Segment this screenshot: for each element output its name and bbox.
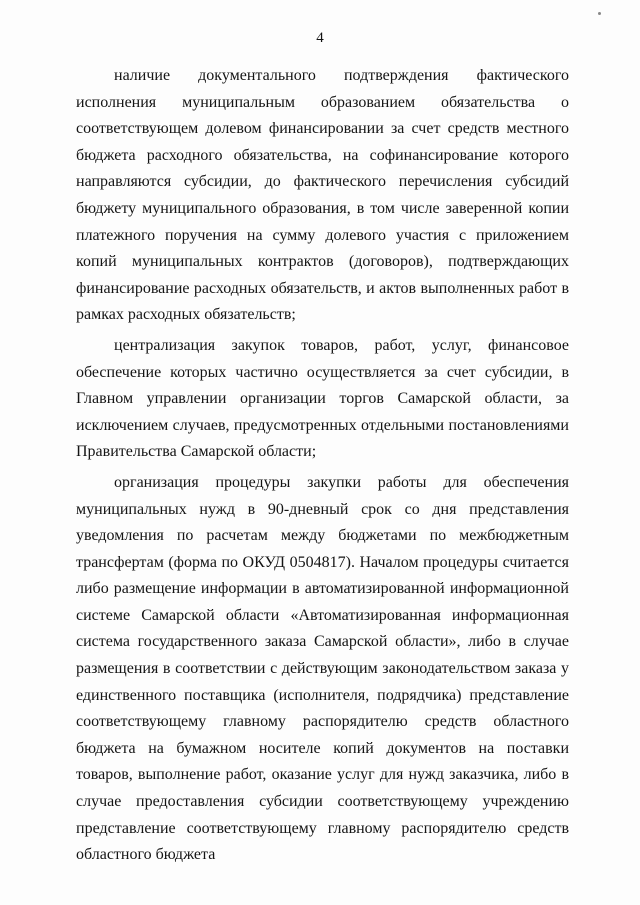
page-number: 4: [316, 30, 324, 46]
document-body: [76, 63, 569, 873]
paragraph-documentary-confirmation: наличие документального подтверждения фактического исполнения муниципальным образованием обязательства о соответствующем долевом финансировании за счет средств местного бюджета расходного обязательства, на софинансирование которого направляются субсидии, до фактического перечисления субсидий бюджету муниципального образования, в том числе заверенной копии платежного поручения на сумму долевого участия с приложением копий муниципальных контрактов (договоров), подтверждающих финансирование расходных обязательств, и актов выполненных работ в рамках расходных обязательств;: [76, 67, 569, 324]
scan-speck: [598, 12, 601, 15]
paragraph-procurement-procedure: организация процедуры закупки работы для обеспечения муниципальных нужд в 90-дневный срок со дня представления уведомления по расчетам между бюджетами по межбюджетным трансфертам (форма по ОКУД 0504817). Началом процедуры считается либо размещение информации в автоматизированной информационной системе Самарской области «Автоматизированная информационная система государственного заказа Самарской области», либо в случае размещения в соответствии с действующим законодательством заказа у единственного поставщика (исполнителя, подрядчика) представление соответствующему главному распорядителю средств областного бюджета на бумажном носителе копий документов на поставки товаров, выполнение работ, оказание услуг для нужд заказчика, либо в случае предоставления субсидии соответствующему учреждению представление соответствующему главному распорядителю средств областного бюджета: [76, 473, 569, 864]
paragraph-procurement-centralization: централизация закупок товаров, работ, услуг, финансовое обеспечение которых частично осуществляется за счет субсидии, в Главном управлении организации торгов Самарской области, за исключением случаев, предусмотренных отдельными постановлениями Правительства Самарской области;: [76, 336, 569, 461]
